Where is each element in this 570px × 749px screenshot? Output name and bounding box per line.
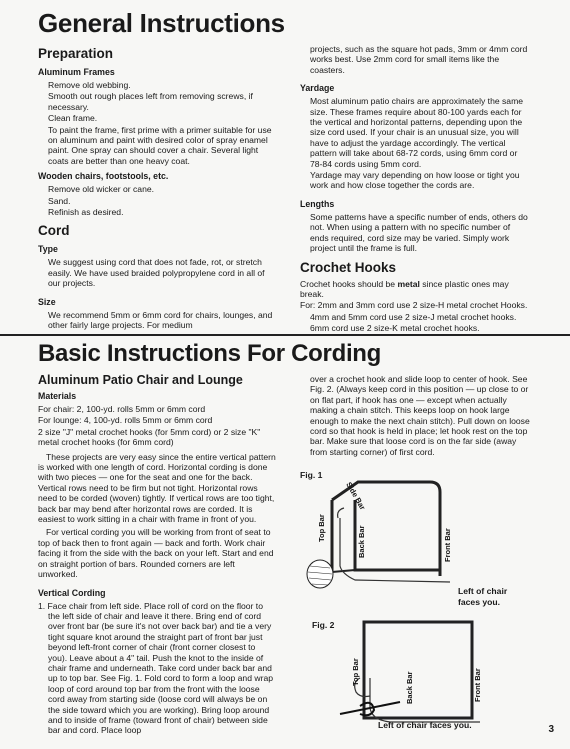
- fig-1-front-bar-label: Front Bar: [443, 528, 452, 562]
- size-heading: Size: [38, 296, 56, 307]
- wooden-line: Remove old wicker or cane.: [48, 184, 155, 195]
- type-heading: Type: [38, 244, 58, 255]
- fig-2-top-bar-label: Top Bar: [351, 658, 360, 686]
- materials-heading: Materials: [38, 391, 77, 401]
- basic-column-right: [300, 374, 530, 458]
- lengths-heading: Lengths: [300, 198, 335, 209]
- aluminum-line: To paint the frame, first prime with a primer suitable for use on aluminum and paint with desired color of spray enamel paint. One spray can should cover a chair. Several light coats are better than one heavy coat.: [48, 124, 272, 166]
- cord-heading: Cord: [38, 223, 70, 239]
- fig-2-front-bar-label: Front Bar: [473, 668, 482, 702]
- lengths-text: Some patterns have a specific number of ends, others do not. When using a pattern with no specific number of ends required, cord size may be varied. Simply work project until the frame is full.: [310, 211, 528, 254]
- hooks-line: For: 2mm and 3mm cord use 2 size-H metal crochet Hooks.: [300, 300, 528, 311]
- basic-column-left: [38, 370, 276, 737]
- fig-1-caption: Left of chair faces you.: [458, 586, 508, 607]
- materials-line: For lounge: 4, 100-yd. rolls 5mm or 6mm cord: [38, 415, 213, 426]
- step-1-continued: over a crochet hook and slide loop to center of hook. See Fig. 2. (Always keep cord in this position — up close to or on flat part, if hook has one — except when actually making a chain stitch. This keeps loop on hook large enough to make the next chain stitch). Pull down on loose cord so that hook is held in place; let hook rest on the top bar. Make sure that loose cord is on the far side (away from starting corner) of first cord.: [310, 374, 530, 457]
- yardage-heading: Yardage: [300, 83, 335, 94]
- materials-line: For chair: 2, 100-yd. rolls 5mm or 6mm cord: [38, 404, 206, 414]
- wooden-chairs-heading: Wooden chairs, footstools, etc.: [38, 171, 169, 182]
- aluminum-line: Smooth out rough places left from removing screws, if necessary.: [48, 91, 253, 112]
- fig-1-label: Fig. 1: [300, 470, 323, 480]
- hooks-line: 4mm and 5mm cord use 2 size-J metal crochet hooks.: [310, 311, 517, 322]
- page-number: 3: [548, 724, 554, 735]
- basic-instructions-title: Basic Instructions For Cording: [38, 340, 382, 367]
- step-1-text: 1. Face chair from left side. Place roll of cord on the floor to the left side of chair and leave it there. Bring end of cord over front bar (be sure it's not over back bar) and tie a very tight square knot around the straight part of front bar just beyond left-front corner of chair (front corner closest to you). Leave about a 4" tail. Push the knot to the inside of chair frame and underneath. Take cord under back bar and up to top bar. See Fig. 1. Fold cord to form a loop and wrap loop of cord around top bar from the front with the loose cord away from starting side (loose cord will always be on the side toward which you are working). Bring loop around and to inside of frame (toward front of chair) between side bar and cord. Place loop: [38, 600, 273, 736]
- fig-2-caption: Left of chair faces you.: [378, 720, 472, 730]
- crochet-hooks-heading: Crochet Hooks: [300, 259, 397, 275]
- aluminum-line: Remove old webbing.: [48, 80, 131, 90]
- aluminum-frames-heading: Aluminum Frames: [38, 67, 115, 77]
- figures: [300, 470, 530, 740]
- hooks-text-b: since plastic ones may break.: [300, 278, 509, 299]
- wooden-line: Refinish as desired.: [48, 207, 124, 218]
- general-column-left: [38, 44, 276, 332]
- hooks-text-a: Crochet hooks should be: [300, 278, 398, 289]
- hooks-text: [300, 279, 530, 300]
- vertical-cording-heading: Vertical Cording: [38, 587, 106, 598]
- aluminum-line: Clean frame.: [48, 113, 98, 124]
- yardage-text: Most aluminum patio chairs are approximately the same size. These frames require about 80-100 yards each for the vertical and horizontal patterns, depending upon the size cord used. If your chair is an unusual size, you will have to adjust the yardage accordingly. The vertical pattern will take about 68-72 cords, using 6mm cord or 78-84 cords using 5mm cord.: [310, 96, 524, 169]
- preparation-heading: Preparation: [38, 46, 114, 61]
- intro-paragraph-2: For vertical cording you will be working from front of seat to top of back then to front again — back and forth. Work chair facing it from the side with the back on your left. Start and end on straight portion of bars. Rounded corners are left unworked.: [38, 527, 274, 580]
- section-divider: [0, 334, 570, 336]
- general-instructions-title: General Instructions: [38, 8, 285, 38]
- wooden-line: Sand.: [48, 195, 71, 206]
- intro-paragraph: These projects are very easy since the entire vertical pattern is worked with one length of cord. Horizontal cording is done with two pieces — one for the seat and one for the back. Vertical rows need to be firm but not tight. Horizontal rows need to be corded (woven) tightly. If vertical rows are too tight, back bar may bend after horizontal rows are corded. It is easiest to work sitting in a chair with frame in front of you.: [38, 451, 276, 525]
- section-heading: Aluminum Patio Chair and Lounge: [38, 373, 243, 387]
- fig-2-label: Fig. 2: [312, 620, 335, 630]
- fig-2-back-bar-label: Back Bar: [405, 671, 414, 704]
- materials-line: 2 size "J" metal crochet hooks (for 5mm cord) or 2 size "K" metal crochet hooks (for 6mm cord): [38, 426, 261, 448]
- size-text-continued: projects, such as the square hot pads, 3mm or 4mm cord works best. Use 2mm cord for small items like the coasters.: [310, 44, 528, 75]
- fig-1-top-bar-label: Top Bar: [317, 514, 326, 542]
- fig-1-side-bar-label: Side Bar: [344, 480, 368, 512]
- hooks-line: 6mm cord use 2 size-K metal crochet hooks.: [310, 323, 480, 334]
- yardage-text: Yardage may vary depending on how loose or tight you work and how close together the cords are.: [310, 170, 520, 191]
- type-text: We suggest using cord that does not fade, rot, or stretch easily. We have used braided polypropylene cord in all of our projects.: [48, 257, 265, 289]
- fig-1-back-bar-label: Back Bar: [357, 525, 366, 558]
- general-column-right: [300, 44, 530, 335]
- hooks-text-bold: metal: [397, 278, 420, 289]
- size-text: We recommend 5mm or 6mm cord for chairs, lounges, and other fairly large projects. For medium: [48, 309, 273, 331]
